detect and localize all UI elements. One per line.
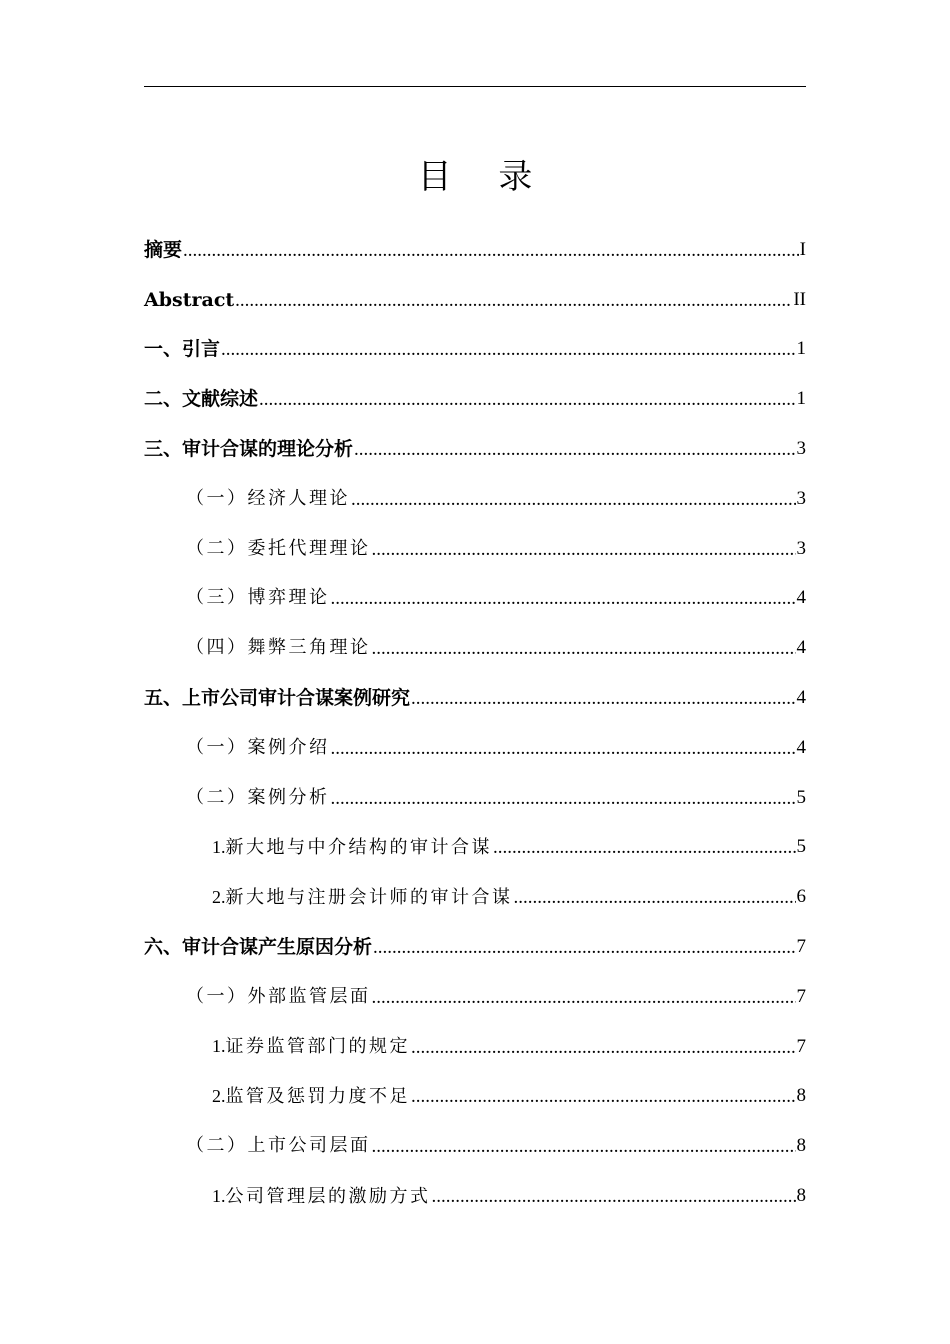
toc-entry-page-number: II xyxy=(793,288,806,310)
toc-entry-page-number: 1 xyxy=(796,388,806,410)
toc-entry[interactable] xyxy=(144,1072,806,1122)
toc-dot-leader xyxy=(235,286,792,314)
toc-entry-label: 二、文献综述 xyxy=(144,388,259,411)
page-title: 目 录 xyxy=(417,157,551,197)
toc-entry-page-number: 7 xyxy=(796,1035,806,1057)
toc-dot-leader xyxy=(331,734,796,762)
toc-dot-leader xyxy=(514,883,796,911)
toc-entry[interactable] xyxy=(144,275,806,325)
toc-entry[interactable] xyxy=(144,623,806,673)
toc-entry[interactable] xyxy=(144,823,806,873)
toc-dot-leader xyxy=(432,1182,796,1210)
toc-dot-leader xyxy=(331,584,796,612)
toc-entry-label: 一、引言 xyxy=(144,338,221,361)
toc-entry-page-number: 7 xyxy=(796,985,806,1007)
toc-dot-leader xyxy=(372,1132,796,1160)
toc-entry-label: （四）舞弊三角理论 xyxy=(186,637,371,659)
toc-entry-page-number: 3 xyxy=(796,537,806,559)
toc-entry-page-number: 7 xyxy=(796,936,806,958)
toc-entry-label: 摘要 xyxy=(144,238,183,261)
toc-entry-label: 五、上市公司审计合谋案例研究 xyxy=(144,687,411,710)
toc-dot-leader xyxy=(411,684,795,712)
toc-dot-leader xyxy=(183,236,799,264)
toc-entry-label: （二）上市公司层面 xyxy=(186,1135,371,1157)
toc-dot-leader xyxy=(221,335,795,363)
toc-entry-page-number: 6 xyxy=(796,886,806,908)
toc-entry[interactable] xyxy=(144,972,806,1022)
toc-dot-leader xyxy=(351,485,796,513)
toc-entry-label: 1.公司管理层的激励方式 xyxy=(212,1185,431,1207)
toc-entry-page-number: 3 xyxy=(796,487,806,509)
toc-entry-label: 1.证券监管部门的规定 xyxy=(212,1036,410,1058)
toc-entry[interactable] xyxy=(144,922,806,972)
toc-entry-page-number: 4 xyxy=(796,736,806,758)
toc-dot-leader xyxy=(354,435,795,463)
toc-entry[interactable] xyxy=(144,773,806,823)
toc-entry-label: （一）案例介绍 xyxy=(186,736,330,758)
toc-entry-page-number: 8 xyxy=(796,1135,806,1157)
toc-entry-label: 2.监管及惩罚力度不足 xyxy=(212,1085,410,1107)
toc-entry[interactable] xyxy=(144,1171,806,1221)
toc-entry-label: （一）外部监管层面 xyxy=(186,985,371,1007)
toc-entry[interactable] xyxy=(144,723,806,773)
toc-entry-page-number: 1 xyxy=(796,338,806,360)
toc-entry[interactable] xyxy=(144,524,806,574)
toc-entry-label: （三）博弈理论 xyxy=(186,587,330,609)
toc-entry[interactable] xyxy=(144,325,806,375)
toc-entry-page-number: I xyxy=(799,238,806,260)
toc-entry-label: 六、审计合谋产生原因分析 xyxy=(144,936,373,959)
toc-dot-leader xyxy=(411,1033,796,1061)
toc-entry[interactable] xyxy=(144,574,806,624)
toc-entry[interactable] xyxy=(144,872,806,922)
toc-entry-page-number: 8 xyxy=(796,1185,806,1207)
toc-entry-page-number: 4 xyxy=(796,587,806,609)
toc-entry-label: 1.新大地与中介结构的审计合谋 xyxy=(212,836,492,858)
toc-entry[interactable] xyxy=(144,1022,806,1072)
toc-entry-page-number: 8 xyxy=(796,1085,806,1107)
toc-dot-leader xyxy=(259,385,795,413)
toc-entry-page-number: 4 xyxy=(796,687,806,709)
toc-entry-page-number: 4 xyxy=(796,637,806,659)
toc-dot-leader xyxy=(411,1082,796,1110)
toc-entry[interactable] xyxy=(144,673,806,723)
header-rule xyxy=(144,86,806,87)
toc-entry-label: （二）案例分析 xyxy=(186,786,330,808)
toc-dot-leader xyxy=(372,983,796,1011)
toc-dot-leader xyxy=(372,634,796,662)
toc-entry[interactable] xyxy=(144,374,806,424)
toc-dot-leader xyxy=(373,933,795,961)
toc-entry[interactable] xyxy=(144,225,806,275)
toc-entry-label: （一）经济人理论 xyxy=(186,487,350,509)
toc-entry-page-number: 5 xyxy=(796,786,806,808)
toc-entry-page-number: 5 xyxy=(796,836,806,858)
toc-entry-label: Abstract xyxy=(144,288,235,311)
toc-entry[interactable] xyxy=(144,424,806,474)
toc-entry-label: 三、审计合谋的理论分析 xyxy=(144,438,354,461)
toc-entry-label: （二）委托代理理论 xyxy=(186,537,371,559)
toc-entry[interactable] xyxy=(144,1121,806,1171)
toc-dot-leader xyxy=(493,833,796,861)
toc-dot-leader xyxy=(331,784,796,812)
toc-dot-leader xyxy=(372,535,796,563)
toc-entry[interactable] xyxy=(144,474,806,524)
toc-entry-label: 2.新大地与注册会计师的审计合谋 xyxy=(212,886,513,908)
toc-entry-page-number: 3 xyxy=(796,438,806,460)
table-of-contents xyxy=(144,225,806,1221)
